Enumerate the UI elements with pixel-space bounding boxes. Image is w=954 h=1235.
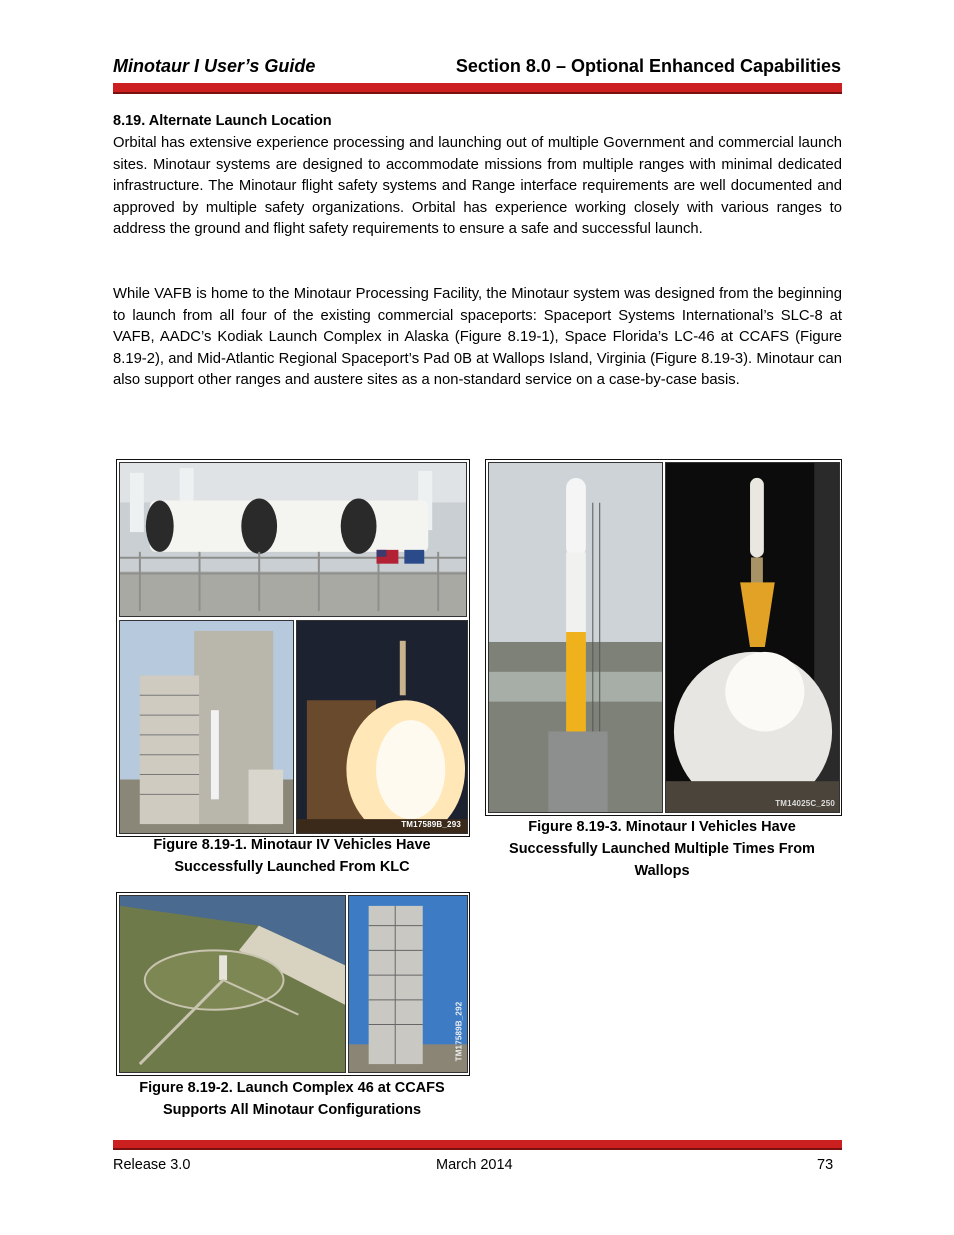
figure-8-19-2: [116, 892, 470, 1076]
date-label: March 2014: [436, 1157, 513, 1173]
page-number: 73: [817, 1157, 834, 1173]
photo-klc-night-launch: [296, 620, 468, 834]
paragraph-1: Orbital has extensive experience processing and launching out of multiple Government and commercial launch sites. Minotaur systems are designed to accommodate missions from multiple ranges with minimal dedicated infrastructure. The Minotaur flight safety systems and Range interface requirements are well documented and approved by multiple safety organizations. Orbital has experience working closely with various ranges to address the ground and flight safety requirements to ensure a safe and successful launch.: [113, 135, 842, 238]
figure-3-caption-line-3: Wallops: [634, 863, 690, 879]
tm-label: TM17589B_293: [401, 820, 461, 829]
figure-2-caption-line-1: Figure 8.19-2. Launch Complex 46 at CCAFS: [139, 1080, 445, 1096]
footer-rule: [113, 1140, 842, 1148]
paragraph-2: While VAFB is home to the Minotaur Processing Facility, the Minotaur system was designed from the beginning to launch from all four of the existing commercial spaceports: Spaceport Systems International’s SLC-8 at VAFB, AADC’s Kodiak Launch Complex in Alaska (Figure 8.19-1), Space Florida’s LC-46 at CCAFS (Figure 8.19-2), and Mid-Atlantic Regional Spaceport’s Pad 0B at Wallops Island, Virginia (Figure 8.19-3). Minotaur can also support other ranges and austere sites as a non-standard service on a case-by-case basis.: [113, 286, 842, 389]
figure-3-caption-line-2: Successfully Launched Multiple Times From: [509, 841, 815, 857]
photo-lc46-tower: [348, 895, 468, 1073]
photo-processing-hall: [119, 462, 467, 617]
figure-8-19-3: [485, 459, 842, 816]
guide-title: Minotaur I User’s Guide: [113, 56, 316, 76]
photo-wallops-launch: [665, 462, 840, 813]
photo-wallops-pad: [488, 462, 663, 813]
photo-klc-tower: [119, 620, 294, 834]
header-rule: [113, 83, 842, 92]
figure-1-caption-line-1: Figure 8.19-1. Minotaur IV Vehicles Have: [153, 837, 431, 853]
figure-3-caption: [484, 816, 840, 882]
section-title: Section 8.0 – Optional Enhanced Capabilities: [455, 56, 841, 76]
figure-2-caption-line-2: Supports All Minotaur Configurations: [162, 1102, 422, 1118]
release-label: Release 3.0: [113, 1157, 191, 1173]
tm-label: TM14025C_250: [775, 799, 835, 808]
tm-label: TM17589B_292: [454, 1001, 464, 1062]
figure-1-caption: [116, 834, 468, 878]
section-heading: 8.19. Alternate Launch Location: [113, 113, 332, 129]
figure-2-caption: [116, 1077, 468, 1121]
photo-lc46-aerial: [119, 895, 346, 1073]
figure-1-caption-line-2: Successfully Launched From KLC: [174, 859, 410, 875]
figure-3-caption-line-1: Figure 8.19-3. Minotaur I Vehicles Have: [528, 819, 796, 835]
figure-8-19-1: [116, 459, 470, 837]
